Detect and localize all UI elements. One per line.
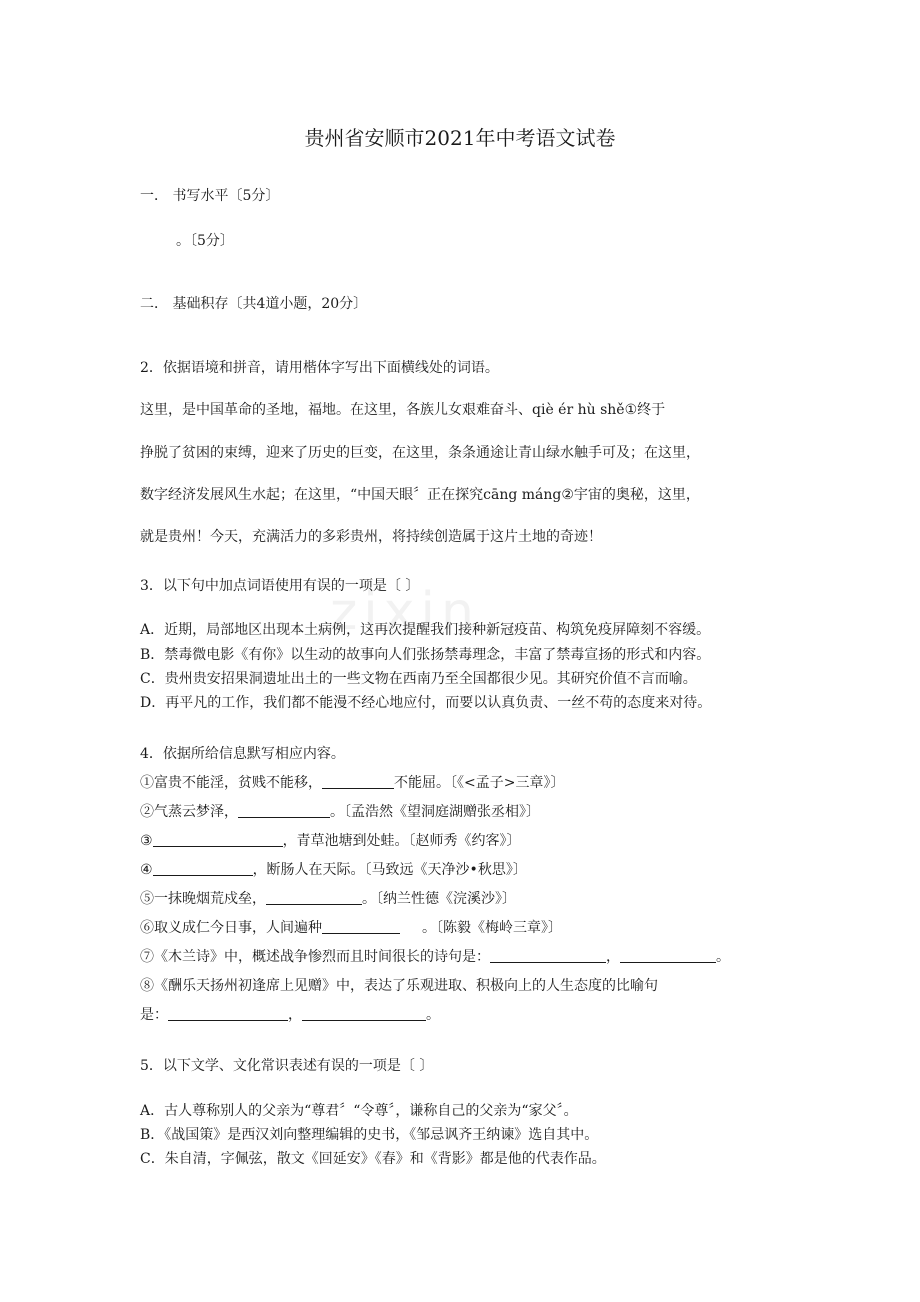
q3-option-d: D．再平凡的工作，我们都不能漫不经心地应付，而要以认真负责、一丝不苟的态度来对待。 bbox=[140, 695, 712, 711]
q4-item-4 bbox=[140, 860, 527, 880]
watermark: zixin bbox=[330, 582, 480, 642]
section2-heading: 二． 基础积存〔共4道小题，20分〕 bbox=[140, 296, 368, 312]
answer-blank[interactable] bbox=[620, 948, 716, 963]
q4-item-3-source: ，青草池塘到处蛙。〔赵师秀《约客》〕 bbox=[282, 833, 521, 849]
comma: ， bbox=[606, 949, 620, 965]
q4-stem: 4．依据所给信息默写相应内容。 bbox=[140, 746, 345, 762]
q4-item-1-source: 不能屈。〔《<孟子>三章》〕 bbox=[394, 775, 565, 791]
comma: ， bbox=[288, 1007, 302, 1023]
q4-item-2-text: ②气蒸云梦泽， bbox=[140, 804, 238, 820]
q4-item-8-label: 是： bbox=[140, 1007, 168, 1023]
full-stop: 。 bbox=[716, 949, 730, 965]
answer-blank[interactable] bbox=[490, 948, 606, 963]
q4-item-1 bbox=[140, 773, 564, 793]
q4-item-3-text: ③ bbox=[140, 833, 153, 849]
q5-option-a: A．古人尊称别人的父亲为“尊君〞“令尊〞，谦称自己的父亲为“家父〞。 bbox=[140, 1103, 578, 1119]
q2-stem: 2．依据语境和拼音，请用楷体字写出下面横线处的词语。 bbox=[140, 360, 499, 376]
answer-blank[interactable] bbox=[238, 803, 330, 818]
q4-item-6-source: 。〔陈毅《梅岭三章》〕 bbox=[422, 920, 562, 936]
q3-option-a: A．近期，局部地区出现本土病例，这再次提醒我们接种新冠疫苗、构筑免疫屏障刻不容缓。 bbox=[140, 622, 711, 638]
q4-item-8-answer bbox=[140, 1005, 440, 1025]
q5-option-c: C．朱自清，字佩弦，散文《回延安》《春》和《背影》都是他的代表作品。 bbox=[140, 1151, 606, 1167]
q4-item-6 bbox=[140, 918, 562, 938]
q4-item-4-source: ，断肠人在天际。〔马致远《天净沙•秋思》〕 bbox=[252, 862, 527, 878]
answer-blank[interactable] bbox=[168, 1006, 288, 1021]
q4-item-6-text: ⑥取义成仁今日事，人间遍种 bbox=[140, 920, 322, 936]
answer-blank[interactable] bbox=[322, 774, 394, 789]
q2-passage-line-3: 数字经济发展风生水起；在这里，“中国天眼〞正在探究cāng máng②宇宙的奥秘，这里， bbox=[140, 487, 700, 503]
q3-option-c: C．贵州贵安招果洞遗址出土的一些文物在西南乃至全国都很少见。其研究价值不言而喻。 bbox=[140, 671, 697, 687]
q4-item-3 bbox=[140, 831, 521, 851]
q5-option-b: B．《战国策》是西汉刘向整理编辑的史书，《邹忌讽齐王纳谏》选自其中。 bbox=[140, 1127, 599, 1143]
page-title: 贵州省安顺市2021年中考语文试卷 bbox=[304, 126, 616, 150]
answer-blank[interactable] bbox=[153, 861, 253, 876]
q4-item-2-source: 。〔孟浩然《望洞庭湖赠张丞相》〕 bbox=[330, 804, 540, 820]
q4-item-1-text: ①富贵不能淫，贫贱不能移， bbox=[140, 775, 322, 791]
q4-item-5-source: 。〔纳兰性德《浣溪沙》〕 bbox=[362, 891, 516, 907]
section1-line: 。〔5分〕 bbox=[176, 233, 234, 249]
q4-item-5 bbox=[140, 889, 516, 909]
q3-stem: 3．以下句中加点词语使用有误的一项是〔 〕 bbox=[140, 578, 420, 594]
q4-item-8: ⑧《酬乐天扬州初逢席上见赠》中，表达了乐观进取、积极向上的人生态度的比喻句 bbox=[140, 978, 658, 994]
q4-item-7-text: ⑦《木兰诗》中，概述战争惨烈而且时间很长的诗句是： bbox=[140, 949, 490, 965]
answer-blank[interactable] bbox=[266, 890, 362, 905]
q4-item-7 bbox=[140, 947, 730, 967]
answer-blank[interactable] bbox=[153, 832, 283, 847]
answer-blank[interactable] bbox=[302, 1006, 426, 1021]
answer-blank[interactable] bbox=[322, 919, 400, 934]
q2-passage-line-4: 就是贵州！今天，充满活力的多彩贵州，将持续创造属于这片土地的奇迹！ bbox=[140, 529, 602, 545]
q4-item-2 bbox=[140, 802, 540, 822]
full-stop: 。 bbox=[426, 1007, 440, 1023]
section1-heading: 一． 书写水平〔5分〕 bbox=[140, 188, 280, 204]
q4-item-4-text: ④ bbox=[140, 862, 153, 878]
q5-stem: 5．以下文学、文化常识表述有误的一项是〔 〕 bbox=[140, 1058, 434, 1074]
q4-item-5-text: ⑤一抹晚烟荒戍垒， bbox=[140, 891, 266, 907]
q3-option-b: B．禁毒微电影《有你》以生动的故事向人们张扬禁毒理念，丰富了禁毒宣扬的形式和内容。 bbox=[140, 647, 711, 663]
q2-passage-line-2: 挣脱了贫困的束缚，迎来了历史的巨变，在这里，条条通途让青山绿水触手可及；在这里， bbox=[140, 445, 700, 461]
q2-passage-line-1: 这里，是中国革命的圣地，福地。在这里，各族儿女艰难奋斗、qiè ér hù shě①终于 bbox=[140, 402, 666, 418]
